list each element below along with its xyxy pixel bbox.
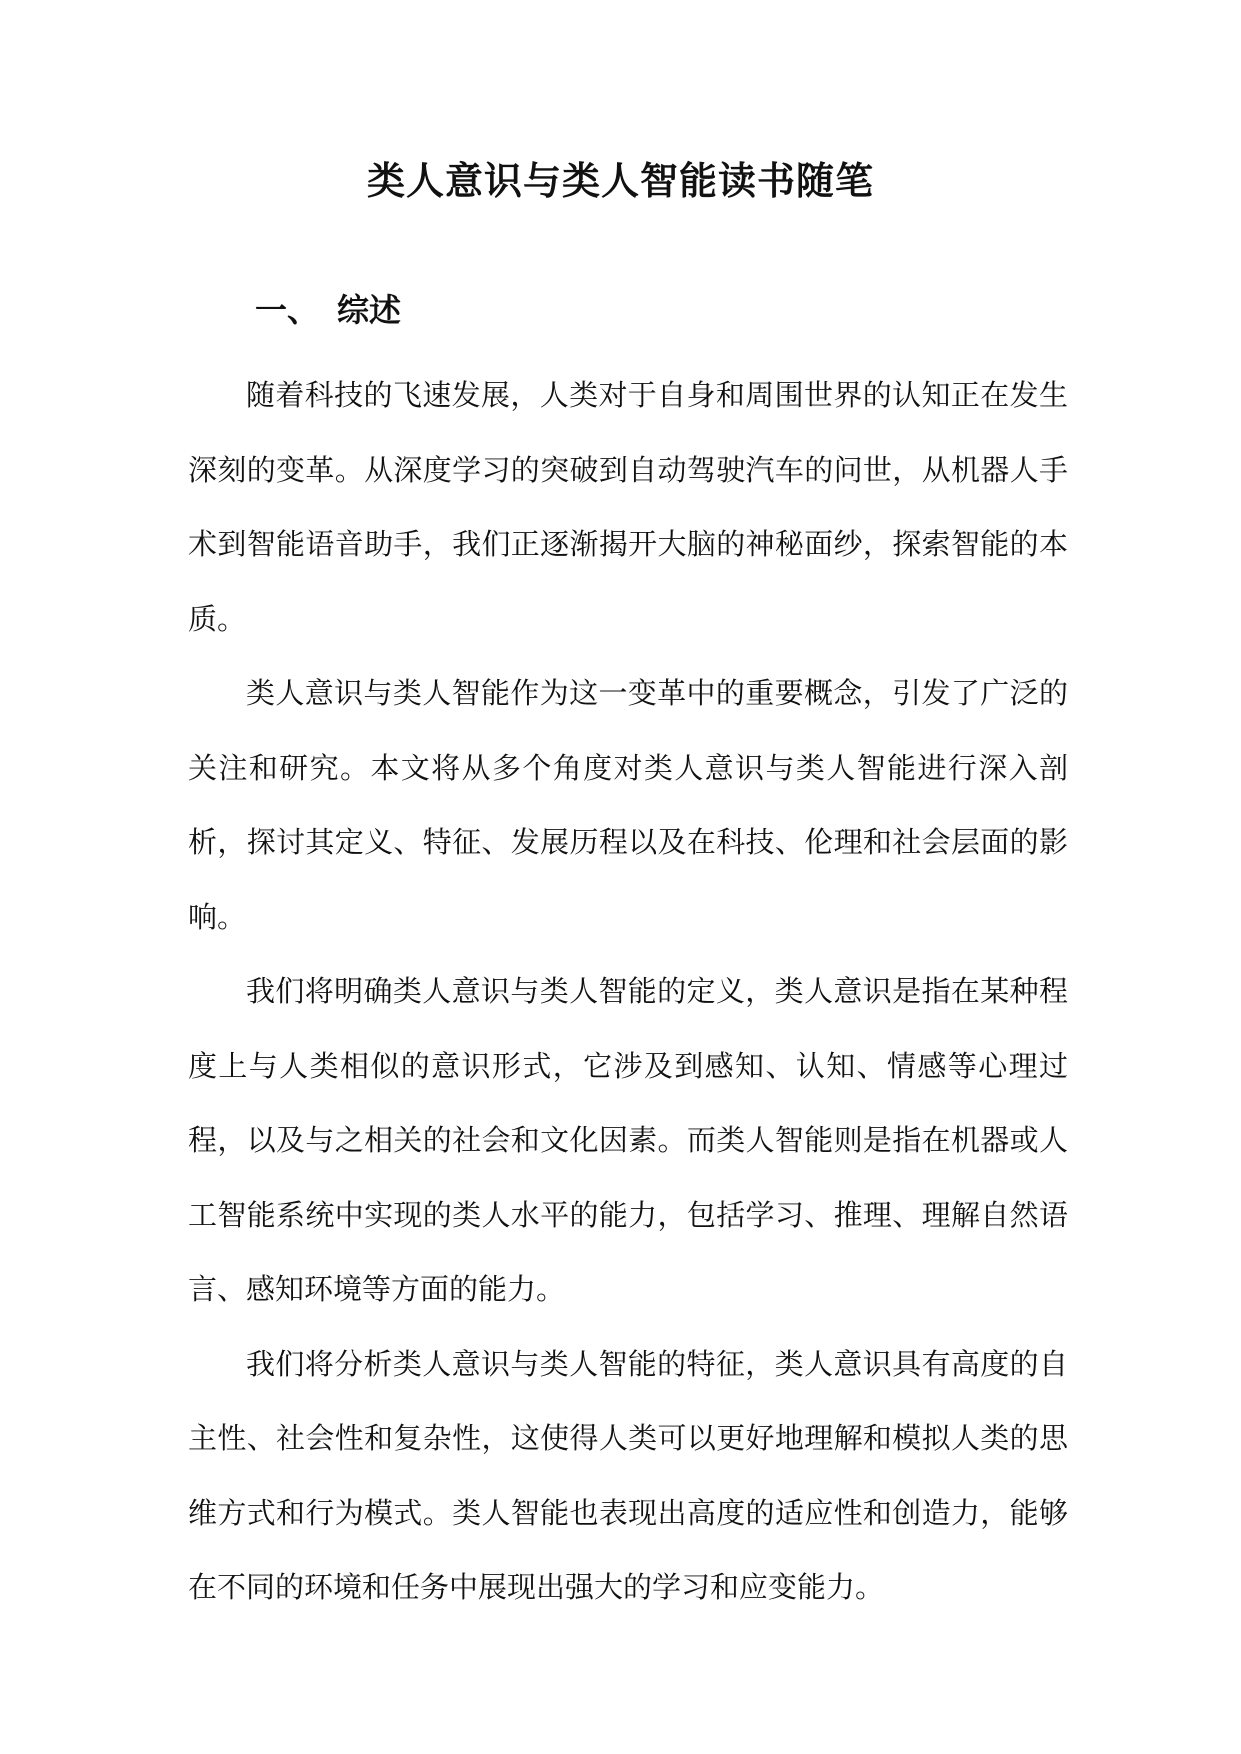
section-number: 一、: [255, 291, 320, 329]
document-title: 类人意识与类人智能读书随笔: [366, 158, 874, 203]
section-title: 综述: [337, 291, 402, 329]
paragraph: 随着科技的飞速发展，人类对于自身和周围世界的认知正在发生深刻的变革。从深度学习的突破到自动驾驶汽车的问世，从机器人手术到智能语音助手，我们正逐渐揭开大脑的神秘面纱，探索智能的本质。: [188, 378, 1068, 636]
paragraph: 类人意识与类人智能作为这一变革中的重要概念，引发了广泛的关注和研究。本文将从多个角度对类人意识与类人智能进行深入剖析，探讨其定义、特征、发展历程以及在科技、伦理和社会层面的影响。: [188, 676, 1068, 934]
body-text: [188, 358, 1068, 1625]
paragraph: 我们将分析类人意识与类人智能的特征，类人意识具有高度的自主性、社会性和复杂性，这使得人类可以更好地理解和模拟人类的思维方式和行为模式。类人智能也表现出高度的适应性和创造力，能够在不同的环境和任务中展现出强大的学习和应变能力。: [188, 1346, 1068, 1604]
section-heading: [255, 285, 401, 331]
paragraph: 我们将明确类人意识与类人智能的定义，类人意识是指在某种程度上与人类相似的意识形式，它涉及到感知、认知、情感等心理过程，以及与之相关的社会和文化因素。而类人智能则是指在机器或人工智能系统中实现的类人水平的能力，包括学习、推理、理解自然语言、感知环境等方面的能力。: [188, 974, 1068, 1306]
